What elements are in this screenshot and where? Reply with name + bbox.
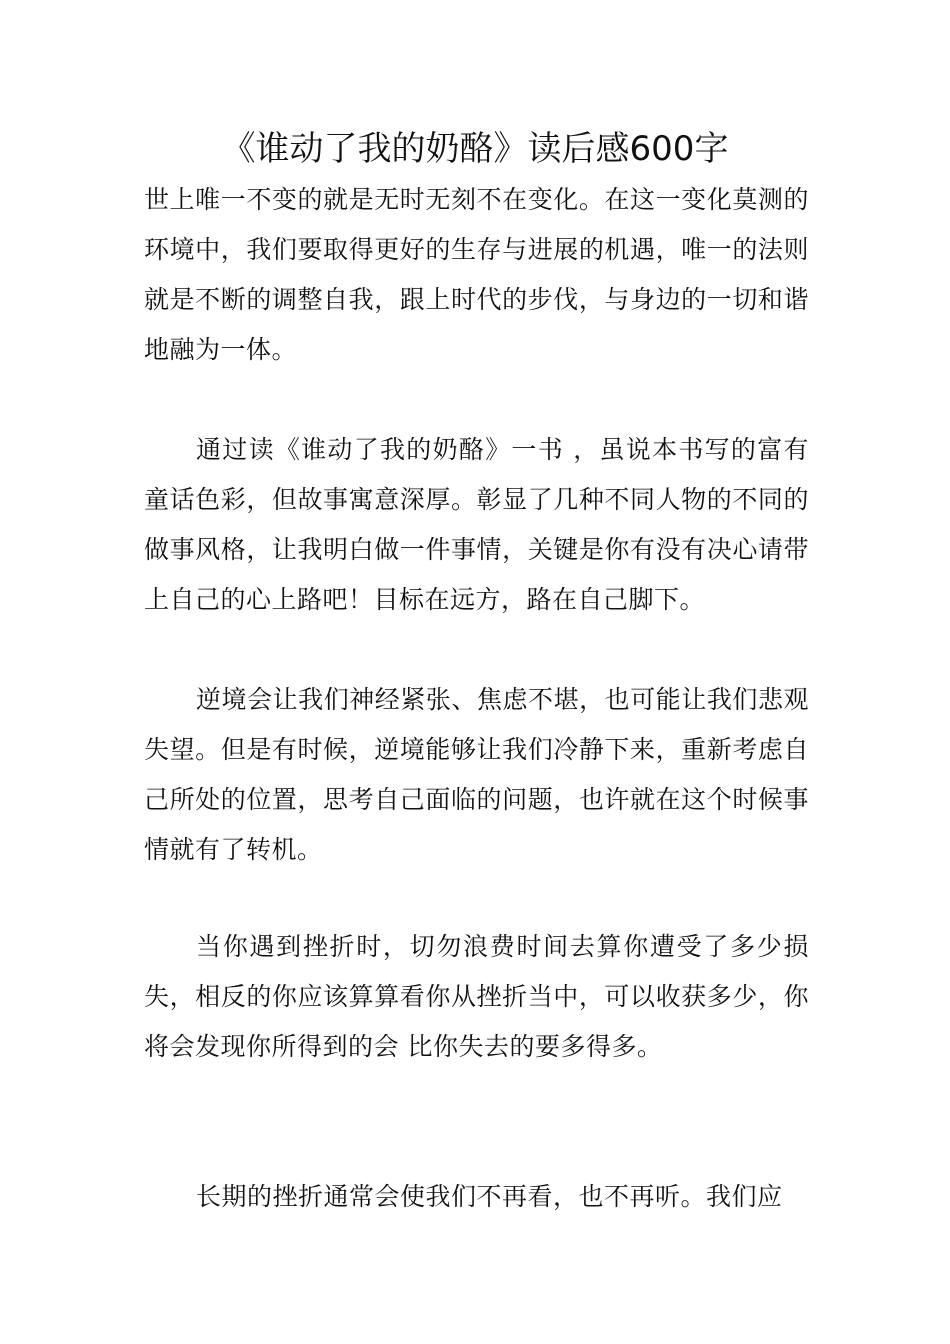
- paragraph-2: 通过读《谁动了我的奶酪》一书 ，虽说本书写的富有童话色彩，但故事寓意深厚。彰显了几种不同人物的不同的做事风格，让我明白做一件事情，关键是你有没有决心请带上自己的心上路吧！目标在远方，路在自己脚下。: [144, 435, 809, 614]
- paragraph-4: 当你遇到挫折时，切勿浪费时间去算你遭受了多少损失，相反的你应该算算看你从挫折当中，可以收获多少，你将会发现你所得到的会 比你失去的要多得多。: [144, 932, 809, 1061]
- paragraph-1: 世上唯一不变的就是无时无刻不在变化。在这一变化莫测的环境中，我们要取得更好的生存与进展的机遇，唯一的法则就是不断的调整自我，跟上时代的步伐，与身边的一切和谐地融为一体。: [144, 185, 809, 364]
- paragraph-5: 长期的挫折通常会使我们不再看，也不再听。我们应: [196, 1182, 783, 1211]
- paragraph-3: 逆境会让我们神经紧张、焦虑不堪，也可能让我们悲观失望。但是有时候，逆境能够让我们冷静下来，重新考虑自己所处的位置，思考自己面临的问题，也许就在这个时候事情就有了转机。: [144, 685, 809, 864]
- document-title: 《谁动了我的奶酪》读后感600字: [221, 129, 729, 169]
